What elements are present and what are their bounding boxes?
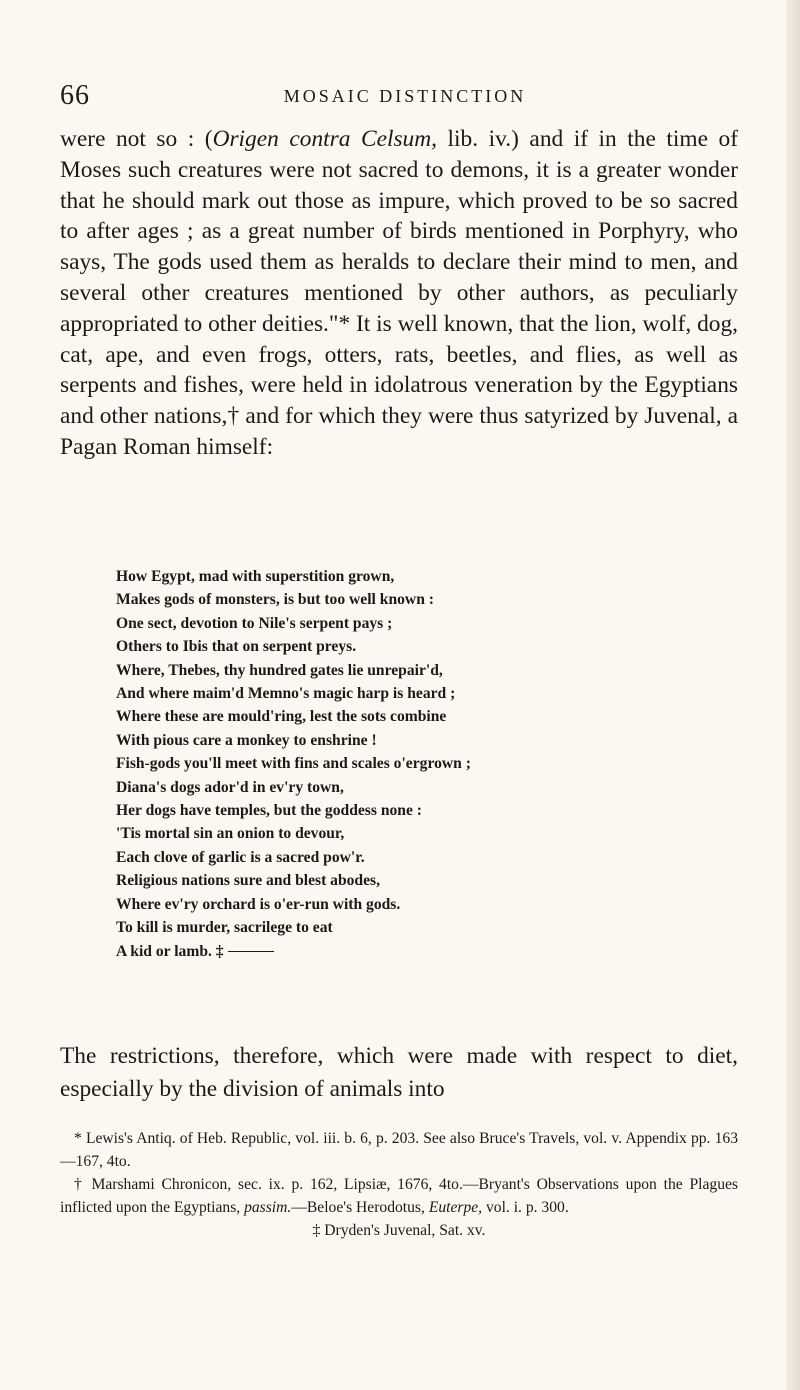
fn2-italic-1: passim. — [244, 1199, 292, 1216]
verse-line: One sect, devotion to Nile's serpent pays ; — [116, 614, 393, 632]
verse-line: Makes gods of monsters, is but too well known : — [116, 591, 434, 609]
fn2-text-b: —Beloe's Herodotus, — [291, 1199, 429, 1216]
running-head: MOSAIC DISTINCTION — [283, 86, 527, 106]
fn2-text-a: † Marshami Chronicon, sec. ix. p. 162, Lipsiæ, 1676, 4to.—Bryant's Observations upon the Plagues inflicted upon the Egyptians, — [60, 1176, 738, 1216]
verse-line: 'Tis mortal sin an onion to devour, — [116, 825, 345, 843]
p1-text-a: were not so : ( — [60, 126, 213, 152]
fn2-italic-2: Euterpe, — [428, 1199, 483, 1216]
verse-line: And where maim'd Memno's magic harp is heard ; — [116, 685, 456, 703]
verse-line: Where, Thebes, thy hundred gates lie unrepair'd, — [116, 661, 443, 679]
footnote-1: * Lewis's Antiq. of Heb. Republic, vol. iii. b. 6, p. 203. See also Bruce's Travels, vol. v. Appendix pp. 163—167, 4to. — [60, 1130, 738, 1170]
p1-citation: Origen contra Celsum, — [212, 126, 437, 152]
verse-line: Fish-gods you'll meet with fins and scales o'ergrown ; — [116, 755, 471, 773]
body-paragraph-2: The restrictions, therefore, which were made with respect to diet, especially by the division of animals into — [60, 1043, 738, 1102]
verse-quotation — [116, 565, 636, 963]
verse-line: With pious care a monkey to enshrine ! — [116, 731, 377, 749]
footnote-3: ‡ Dryden's Juvenal, Sat. xv. — [312, 1222, 486, 1239]
verse-line: Others to Ibis that on serpent preys. — [116, 638, 357, 656]
verse-line: Where these are mould'ring, lest the sots combine — [116, 708, 447, 726]
p1-text-b: lib. iv.) and if in the time of Moses such creatures were not sacred to demons, it is a greater wonder that he should mark out those as impure, which proved to be so sacred to after ages ; as a great number of birds mentioned in Porphyry, who says, The gods used them as heralds to declare their mind to men, and several other creatures mentioned by other authors, as peculiarly appropriated to other deities."* It is well known, that the lion, wolf, dog, cat, ape, and even frogs, otters, rats, beetles, and flies, as well as serpents and fishes, were held in idolatrous veneration by the Egyptians and other nations,† and for which they were thus satyrized by Juvenal, a Pagan Roman himself: — [60, 126, 738, 460]
footnotes — [60, 1127, 738, 1242]
verse-line: Her dogs have temples, but the goddess none : — [116, 802, 422, 820]
page-number: 66 — [60, 80, 90, 111]
verse-line: Religious nations sure and blest abodes, — [116, 872, 380, 890]
verse-line: Diana's dogs ador'd in ev'ry town, — [116, 778, 344, 796]
verse-line-last — [116, 940, 636, 963]
fn2-text-c: vol. i. p. 300. — [482, 1199, 569, 1216]
footnote-2 — [60, 1173, 738, 1219]
dash-rule — [228, 951, 274, 952]
page-header — [60, 80, 750, 114]
verse-line: How Egypt, mad with superstition grown, — [116, 568, 395, 585]
body-paragraph-1 — [60, 124, 738, 463]
verse-line: Where ev'ry orchard is o'er-run with gods. — [116, 895, 401, 913]
page-edge — [786, 0, 800, 1390]
verse-line: Each clove of garlic is a sacred pow'r. — [116, 848, 365, 866]
verse-last-text: A kid or lamb. ‡ — [116, 942, 224, 960]
verse-line: To kill is murder, sacrilege to eat — [116, 919, 333, 937]
